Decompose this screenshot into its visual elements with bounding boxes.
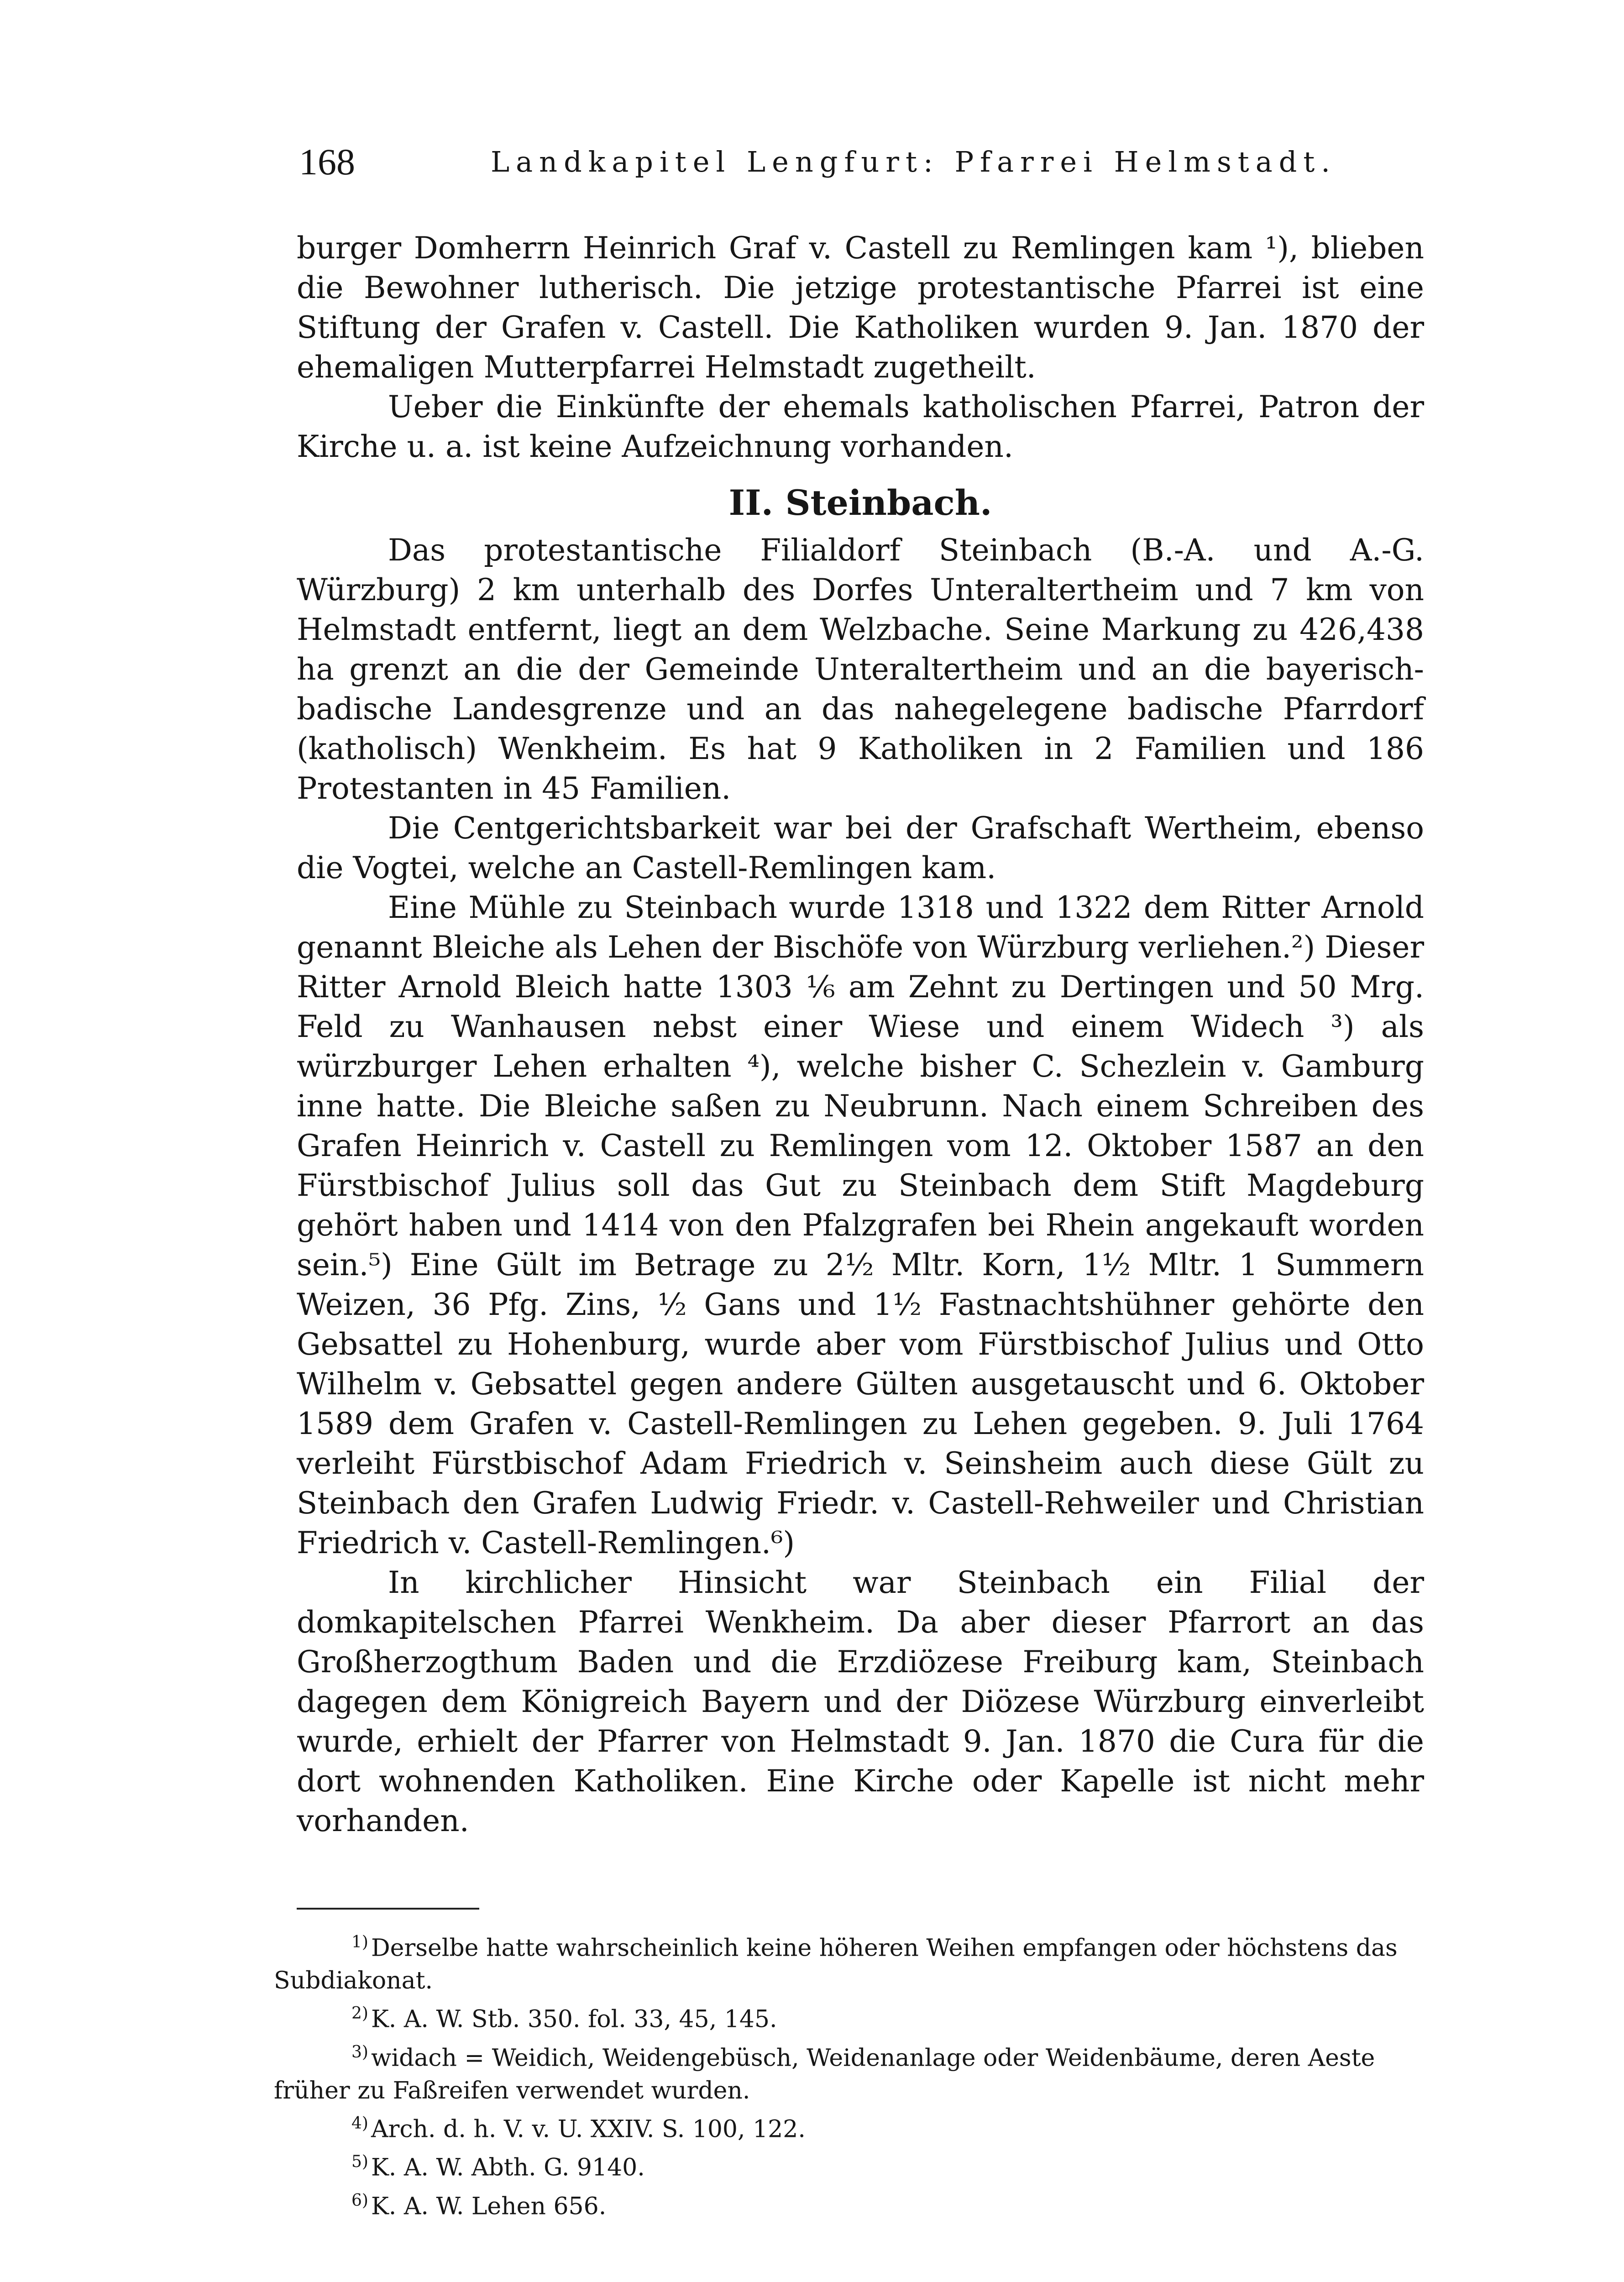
footnote-marker: 3) [351,2042,368,2062]
footnote-marker: 4) [351,2114,368,2133]
footnote-text: K. A. W. Stb. 350. fol. 33, 45, 145. [371,2005,777,2033]
footnote [274,2036,1424,2107]
footnote-marker: 1) [351,1933,368,1952]
footnote-text: K. A. W. Lehen 656. [371,2192,607,2220]
footnote-text: Derselbe hatte wahrscheinlich keine höheren Weihen empfangen oder höchstens das Subdiakonat. [274,1934,1398,1995]
footnote [274,1997,1424,2036]
page-header [299,139,1336,194]
paragraph-income: Ueber die Einkünfte der ehemals katholischen Pfarrei, Patron der Kirche u. a. ist keine Aufzeichnung vorhanden. [297,389,1424,464]
footnote [274,2184,1424,2223]
main-text [297,228,1424,1841]
footnote-marker: 5) [351,2152,368,2172]
footnote-marker: 6) [351,2191,368,2210]
footnote-text: Arch. d. h. V. v. U. XXIV. S. 100, 122. [371,2115,806,2143]
footnote [274,2107,1424,2146]
paragraph-continuation: burger Domherrn Heinrich Graf v. Castell zu Remlingen kam ¹), blieben die Bewohner lutherisch. Die jetzige protestantische Pfarrei ist eine Stiftung der Grafen v. Castell. Die Katholiken wurden 9. Jan. 1870 der ehemaligen Mutterpfarrei Helmstadt zugetheilt. [297,230,1424,385]
footnote [274,2146,1424,2184]
paragraph-centgericht: Die Centgerichtsbarkeit war bei der Grafschaft Wertheim, ebenso die Vogtei, welche an Castell-Remlingen kam. [297,811,1424,885]
paragraph-muehle: Eine Mühle zu Steinbach wurde 1318 und 1322 dem Ritter Arnold genannt Bleiche als Lehen der Bischöfe von Würzburg verliehen.²) Dieser Ritter Arnold Bleich hatte 1303 ¹⁄₆ am Zehnt zu Dertingen und 50 Mrg. Feld zu Wanhausen nebst einer Wiese und einem Widech ³) als würzburger Lehen erhalten ⁴), welche bisher C. Schezlein v. Gamburg inne hatte. Die Bleiche saßen zu Neubrunn. Nach einem Schreiben des Grafen Heinrich v. Castell zu Remlingen vom 12. Oktober 1587 an den Fürstbischof Julius soll das Gut zu Steinbach dem Stift Magdeburg gehört haben und 1414 von den Pfalzgrafen bei Rhein angekauft worden sein.⁵) Eine Gült im Betrage zu 2½ Mltr. Korn, 1½ Mltr. 1 Summern Weizen, 36 Pfg. Zins, ½ Gans und 1½ Fastnachtshühner gehörte den Gebsattel zu Hohenburg, wurde aber vom Fürstbischof Julius und Otto Wilhelm v. Gebsattel gegen andere Gülten ausgetauscht und 6. Oktober 1589 dem Grafen v. Castell-Remlingen zu Lehen gegeben. 9. Juli 1764 verleiht Fürstbischof Adam Friedrich v. Seinsheim auch diese Gült zu Steinbach den Grafen Ludwig Friedr. v. Castell-Rehweiler und Christian Friedrich v. Castell-Remlingen.⁶) [297,890,1424,1560]
footnote-text: widach = Weidich, Weidengebüsch, Weidenanlage oder Weidenbäume, deren Aeste früher zu Faßreifen verwendet wurden. [274,2044,1375,2104]
footnotes [274,1926,1424,2223]
page-number: 168 [299,141,355,183]
paragraph-filialdorf: Das protestantische Filialdorf Steinbach (B.-A. und A.-G. Würzburg) 2 km unterhalb des Dorfes Unteraltertheim und 7 km von Helmstadt entfernt, liegt an dem Welzbache. Seine Markung zu 426,438 ha grenzt an die der Gemeinde Unteraltertheim und an die bayerisch-badische Landesgrenze und an das nahegelegene badische Pfarrdorf (katholisch) Wenkheim. Es hat 9 Katholiken in 2 Familien und 186 Protestanten in 45 Familien. [297,533,1424,806]
paragraph-kirchlich: In kirchlicher Hinsicht war Steinbach ein Filial der domkapitelschen Pfarrei Wenkheim. Da aber dieser Pfarrort an das Großherzogthum Baden und die Erzdiözese Freiburg kam, Steinbach dagegen dem Königreich Bayern und der Diözese Würzburg einverleibt wurde, erhielt der Pfarrer von Helmstadt 9. Jan. 1870 die Cura für die dort wohnenden Katholiken. Eine Kirche oder Kapelle ist nicht mehr vorhanden. [297,1565,1424,1838]
section-heading: II. Steinbach. [728,482,992,523]
footnote-divider [297,1908,479,1910]
footnote-text: K. A. W. Abth. G. 9140. [371,2154,645,2182]
running-title: Landkapitel Lengfurt: Pfarrei Helmstadt. [491,145,1336,178]
footnote [274,1926,1424,1997]
footnote-marker: 2) [351,2004,368,2023]
